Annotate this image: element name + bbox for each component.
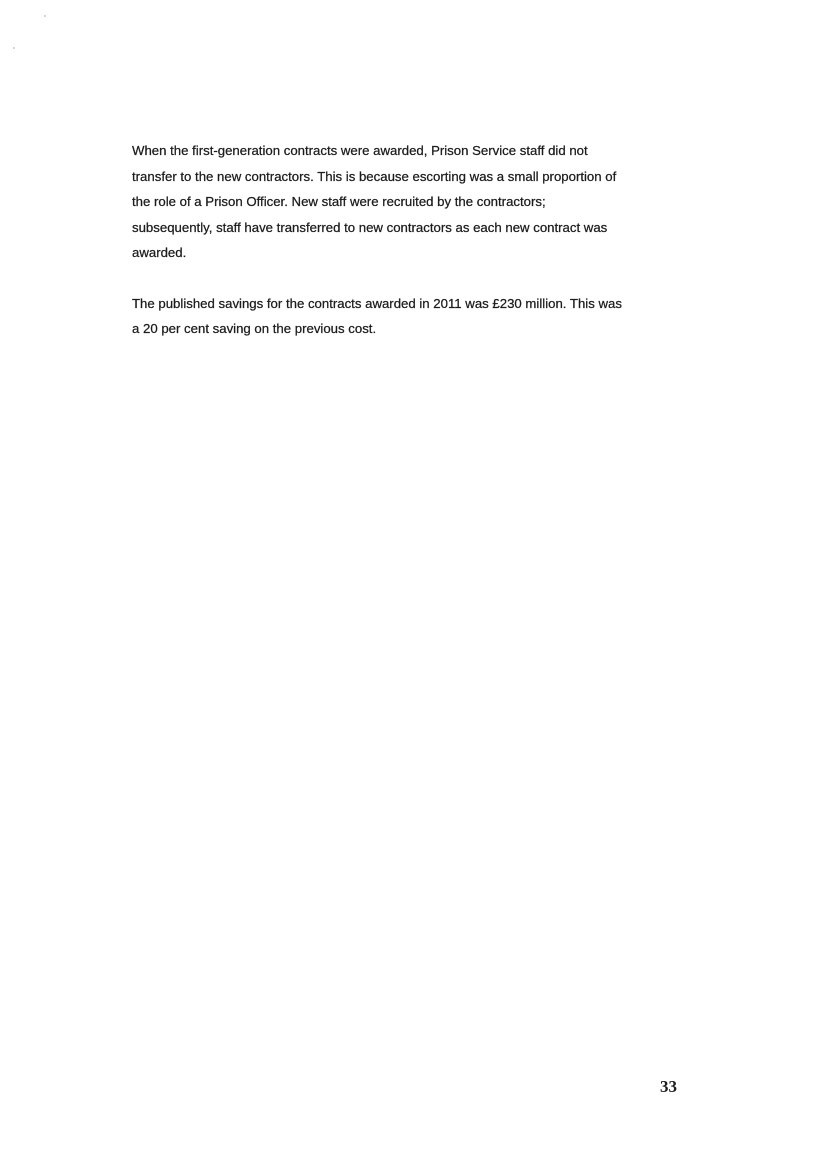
paragraph-staff-transfer <box>132 138 692 266</box>
paragraph-savings <box>132 291 692 342</box>
text-line: subsequently, staff have transferred to new contractors as each new contract was <box>132 219 608 235</box>
page-number: 33 <box>660 1077 677 1096</box>
body-text <box>132 138 692 342</box>
text-line: transfer to the new contractors. This is because escorting was a small proportion of <box>132 168 617 184</box>
text-line: a 20 per cent saving on the previous cost. <box>132 321 377 336</box>
text-line: awarded. <box>132 245 187 260</box>
text-line: The published savings for the contracts awarded in 2011 was £230 million. This was <box>132 295 622 311</box>
text-line: When the first-generation contracts were awarded, Prison Service staff did not <box>132 143 588 158</box>
text-line: the role of a Prison Officer. New staff were recruited by the contractors; <box>132 194 546 209</box>
scan-speck <box>44 15 46 17</box>
scan-speck <box>13 47 15 49</box>
